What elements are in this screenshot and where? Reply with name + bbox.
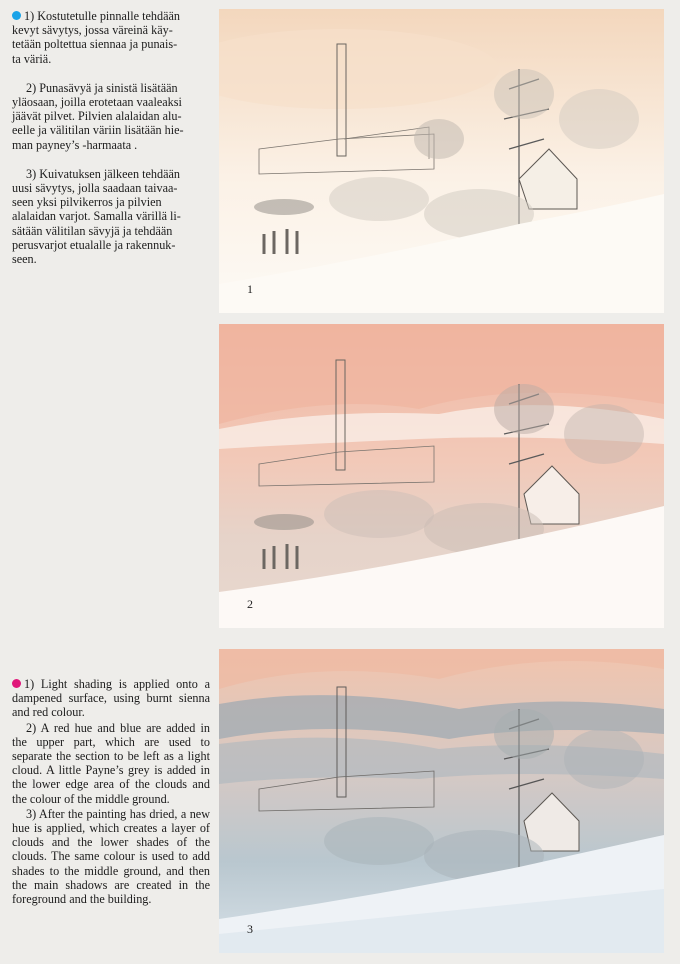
finnish-step-3: 3) Kuivatuksen jälkeen tehdään uusi sävytys, jolla saadaan taivaa- seen yksi pilvikerros ja pilvien alalaidan varjot. Samalla värillä li- sätään välitilan sävyjä ja tehdään perusvarjot etualalle ja rakennuk- seen. [12, 166, 181, 267]
painting-number-1: 1 [247, 282, 253, 296]
painting-number-2: 2 [247, 597, 253, 611]
painting-number-3: 3 [247, 922, 253, 936]
painting-stage-1 [219, 9, 664, 313]
blue-bullet-icon [12, 11, 21, 20]
english-step-3: 3) After the painting has dried, a new hue is applied, which creates a layer of clouds and the lower shades of the clouds. The same colour is used to add shades to the middle ground, and then the main shadows are created in the foreground and the building. [12, 806, 210, 907]
finnish-step-2: 2) Punasävyä ja sinistä lisätään yläosaan, joilla erotetaan vaaleaksi jäävät pilvet. Pilvien alalaidan alu- eelle ja välitilan väriin lisätään hie- man payney’s -harmaata . [12, 80, 184, 152]
english-instructions [12, 677, 210, 907]
watercolor-painting-2 [219, 324, 664, 628]
finnish-instructions [12, 9, 210, 281]
english-step-1: 1) Light shading is applied onto a dampened surface, using burnt sienna and red colour. [12, 677, 210, 720]
pink-bullet-icon [12, 679, 21, 688]
painting-stage-2 [219, 324, 664, 628]
watercolor-painting-1 [219, 9, 664, 313]
finnish-step-1: 1) Kostutetulle pinnalle tehdään kevyt sävytys, jossa väreinä käy- tetään poltettua siennaa ja punais- ta väriä. [12, 9, 181, 66]
painting-stage-3 [219, 649, 664, 953]
english-step-2: 2) A red hue and blue are added in the upper part, which are used to separate the section to be left as a light cloud. A little Payne’s grey is added in the lower edge area of the clouds and the colour of the middle ground. [12, 720, 210, 806]
watercolor-painting-3 [219, 649, 664, 953]
